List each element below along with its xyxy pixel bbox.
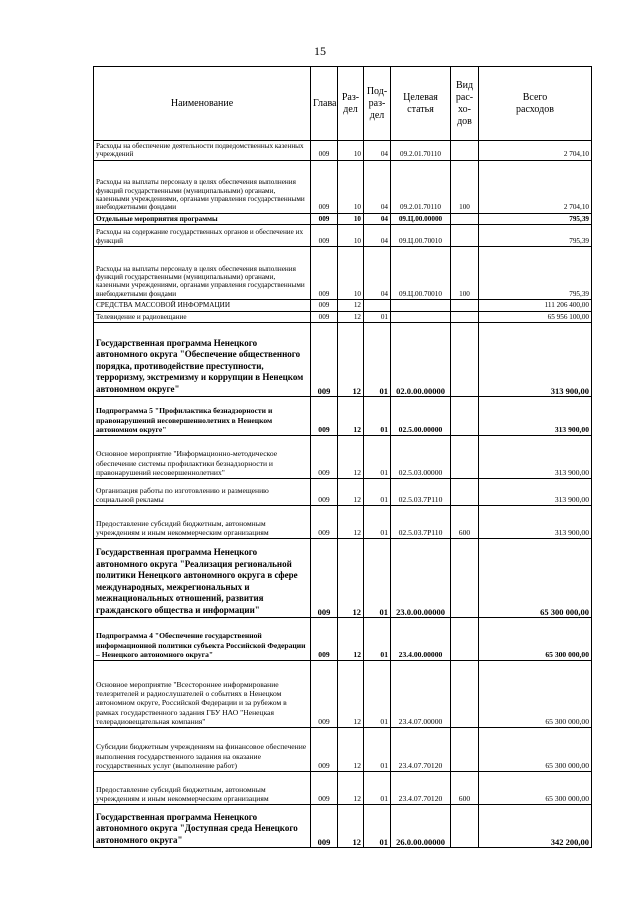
cell-chapter: 009	[311, 728, 338, 772]
cell-section: 10	[338, 247, 364, 300]
cell-target: 09.2.01.70110	[391, 160, 451, 213]
cell-expense-type	[451, 141, 479, 161]
cell-name: Предоставление субсидий бюджетным, автономным учреждениям и иным некоммерческим организациям	[94, 772, 311, 805]
table-body	[94, 141, 592, 848]
cell-expense-type	[451, 397, 479, 436]
cell-chapter: 009	[311, 311, 338, 322]
cell-expense-type	[451, 618, 479, 661]
cell-total: 342 200,00	[479, 805, 592, 848]
cell-name: Основное мероприятие "Информационно-методическое обеспечение системы профилактики безнадзорности и правонарушений несовершеннолетних"	[94, 436, 311, 479]
cell-subsection: 01	[364, 479, 391, 506]
cell-chapter: 009	[311, 397, 338, 436]
cell-chapter: 009	[311, 805, 338, 848]
cell-total: 795,39	[479, 213, 592, 224]
cell-target	[391, 300, 451, 311]
cell-chapter: 009	[311, 300, 338, 311]
cell-name: Подпрограмма 5 "Профилактика безнадзорности и правонарушений несовершеннолетних в Ненецком автономном округе"	[94, 397, 311, 436]
cell-name: Расходы на обеспечение деятельности подведомственных казенных учреждений	[94, 141, 311, 161]
cell-chapter: 009	[311, 436, 338, 479]
cell-expense-type: 600	[451, 772, 479, 805]
table-row	[94, 141, 592, 161]
cell-chapter: 009	[311, 539, 338, 618]
cell-chapter: 009	[311, 772, 338, 805]
cell-expense-type	[451, 805, 479, 848]
cell-target: 02.5.03.00000	[391, 436, 451, 479]
cell-subsection: 01	[364, 618, 391, 661]
cell-total: 795,39	[479, 225, 592, 247]
table-row	[94, 539, 592, 618]
cell-target: 26.0.00.00000	[391, 805, 451, 848]
cell-total: 65 300 000,00	[479, 728, 592, 772]
table-row	[94, 436, 592, 479]
cell-section: 12	[338, 539, 364, 618]
cell-total: 313 900,00	[479, 323, 592, 397]
table-row	[94, 213, 592, 224]
cell-total: 2 704,10	[479, 160, 592, 213]
cell-expense-type	[451, 311, 479, 322]
cell-section: 10	[338, 141, 364, 161]
cell-expense-type	[451, 539, 479, 618]
cell-total: 313 900,00	[479, 436, 592, 479]
cell-total: 65 300 000,00	[479, 539, 592, 618]
cell-section: 12	[338, 506, 364, 539]
cell-section: 12	[338, 323, 364, 397]
table-row	[94, 311, 592, 322]
table-row	[94, 805, 592, 848]
cell-total: 313 900,00	[479, 397, 592, 436]
table-row	[94, 506, 592, 539]
cell-chapter: 009	[311, 141, 338, 161]
cell-expense-type: 600	[451, 506, 479, 539]
cell-chapter: 009	[311, 323, 338, 397]
cell-name: СРЕДСТВА МАССОВОЙ ИНФОРМАЦИИ	[94, 300, 311, 311]
cell-target: 02.0.00.00000	[391, 323, 451, 397]
cell-target: 02.5.03.7Р110	[391, 506, 451, 539]
cell-chapter: 009	[311, 160, 338, 213]
cell-name: Организация работы по изготовлению и размещению социальной рекламы	[94, 479, 311, 506]
cell-section: 12	[338, 618, 364, 661]
page-number: 15	[314, 44, 326, 58]
cell-total: 65 300 000,00	[479, 661, 592, 728]
cell-name: Основное мероприятие "Всестороннее информирование телезрителей и радиослушателей о событиях в Ненецком автономном округе, Российской Федерации и за рубежом в рамках государственного задания ГБУ НАО "Ненецкая телерадиовещательная компания"	[94, 661, 311, 728]
cell-target: 23.4.07.70120	[391, 772, 451, 805]
cell-section: 12	[338, 397, 364, 436]
cell-subsection: 01	[364, 772, 391, 805]
cell-expense-type: 100	[451, 247, 479, 300]
cell-target: 09.2.01.70110	[391, 141, 451, 161]
cell-expense-type	[451, 728, 479, 772]
cell-total: 313 900,00	[479, 479, 592, 506]
cell-name: Государственная программа Ненецкого автономного округа "Реализация региональной политики Ненецкого автономного округа в сфере международных, межрегиональных и межнациональных отношений, развития гражданского общества и информации"	[94, 539, 311, 618]
cell-target: 09.Ц.00.00000	[391, 213, 451, 224]
cell-total: 65 956 100,00	[479, 311, 592, 322]
cell-total: 795,39	[479, 247, 592, 300]
cell-target	[391, 311, 451, 322]
cell-target: 23.4.07.00000	[391, 661, 451, 728]
cell-section: 12	[338, 300, 364, 311]
table-row	[94, 300, 592, 311]
cell-name: Расходы на выплаты персоналу в целях обеспечения выполнения функций государственными (муниципальными) органами, казенными учреждениями, органами управления государственными внебюджетными фондами	[94, 247, 311, 300]
cell-subsection: 01	[364, 539, 391, 618]
cell-subsection: 04	[364, 160, 391, 213]
cell-total: 65 300 000,00	[479, 772, 592, 805]
table-row	[94, 728, 592, 772]
cell-subsection: 01	[364, 805, 391, 848]
cell-name: Телевидение и радиовещание	[94, 311, 311, 322]
cell-name: Государственная программа Ненецкого автономного округа "Обеспечение общественного порядка, противодействие преступности, терроризму, экстремизму и коррупции в Ненецком автономном округе"	[94, 323, 311, 397]
cell-chapter: 009	[311, 225, 338, 247]
cell-section: 12	[338, 479, 364, 506]
col-header-name: Наименование	[94, 67, 311, 141]
cell-section: 12	[338, 772, 364, 805]
table-row	[94, 661, 592, 728]
cell-subsection: 01	[364, 661, 391, 728]
cell-expense-type	[451, 213, 479, 224]
col-header-total: Всего расходов	[479, 67, 592, 141]
cell-expense-type	[451, 661, 479, 728]
cell-subsection: 01	[364, 323, 391, 397]
col-header-expense-type: Вид рас- хо- дов	[451, 67, 479, 141]
col-header-chapter: Глава	[311, 67, 338, 141]
cell-total: 313 900,00	[479, 506, 592, 539]
cell-expense-type	[451, 479, 479, 506]
cell-section: 10	[338, 225, 364, 247]
budget-table	[93, 66, 592, 848]
cell-name: Государственная программа Ненецкого автономного округа "Доступная среда Ненецкого автономного округа"	[94, 805, 311, 848]
cell-subsection: 01	[364, 311, 391, 322]
table-row	[94, 618, 592, 661]
cell-expense-type	[451, 225, 479, 247]
cell-target: 23.4.07.70120	[391, 728, 451, 772]
cell-chapter: 009	[311, 506, 338, 539]
cell-chapter: 009	[311, 618, 338, 661]
cell-total: 2 704,10	[479, 141, 592, 161]
cell-section: 12	[338, 805, 364, 848]
cell-name: Подпрограмма 4 "Обеспечение государственной информационной политики субъекта Российской Федерации – Ненецкого автономного округа"	[94, 618, 311, 661]
cell-total: 65 300 000,00	[479, 618, 592, 661]
cell-subsection	[364, 300, 391, 311]
cell-subsection: 01	[364, 397, 391, 436]
cell-target: 02.5.03.7Р110	[391, 479, 451, 506]
cell-subsection: 01	[364, 506, 391, 539]
cell-name: Отдельные мероприятия программы	[94, 213, 311, 224]
table-row	[94, 479, 592, 506]
header-row	[94, 67, 592, 141]
cell-expense-type	[451, 323, 479, 397]
cell-section: 12	[338, 728, 364, 772]
col-header-target: Целевая статья	[391, 67, 451, 141]
table-row	[94, 397, 592, 436]
cell-target: 23.0.00.00000	[391, 539, 451, 618]
table-row	[94, 323, 592, 397]
cell-chapter: 009	[311, 661, 338, 728]
col-header-subsection: Под- раз- дел	[364, 67, 391, 141]
cell-target: 09.Ц.00.70010	[391, 247, 451, 300]
cell-subsection: 01	[364, 436, 391, 479]
cell-section: 12	[338, 436, 364, 479]
cell-chapter: 009	[311, 247, 338, 300]
cell-subsection: 04	[364, 213, 391, 224]
cell-section: 12	[338, 661, 364, 728]
cell-subsection: 04	[364, 247, 391, 300]
cell-subsection: 01	[364, 728, 391, 772]
table-row	[94, 160, 592, 213]
cell-name: Субсидии бюджетным учреждениям на финансовое обеспечение выполнения государственного задания на оказание государственных услуг (выполнение работ)	[94, 728, 311, 772]
cell-chapter: 009	[311, 479, 338, 506]
table-row	[94, 225, 592, 247]
cell-expense-type	[451, 300, 479, 311]
cell-section: 10	[338, 160, 364, 213]
cell-expense-type	[451, 436, 479, 479]
cell-name: Предоставление субсидий бюджетным, автономным учреждениям и иным некоммерческим организациям	[94, 506, 311, 539]
cell-name: Расходы на выплаты персоналу в целях обеспечения выполнения функций государственными (муниципальными) органами, казенными учреждениями, органами управления государственными внебюджетными фондами	[94, 160, 311, 213]
cell-target: 09.Ц.00.70010	[391, 225, 451, 247]
col-header-section: Раз- дел	[338, 67, 364, 141]
table-row	[94, 772, 592, 805]
cell-subsection: 04	[364, 141, 391, 161]
cell-total: 111 206 400,00	[479, 300, 592, 311]
cell-target: 23.4.00.00000	[391, 618, 451, 661]
cell-section: 10	[338, 213, 364, 224]
cell-section: 12	[338, 311, 364, 322]
cell-subsection: 04	[364, 225, 391, 247]
cell-target: 02.5.00.00000	[391, 397, 451, 436]
cell-name: Расходы на содержание государственных органов и обеспечение их функций	[94, 225, 311, 247]
table-row	[94, 247, 592, 300]
cell-expense-type: 100	[451, 160, 479, 213]
cell-chapter: 009	[311, 213, 338, 224]
